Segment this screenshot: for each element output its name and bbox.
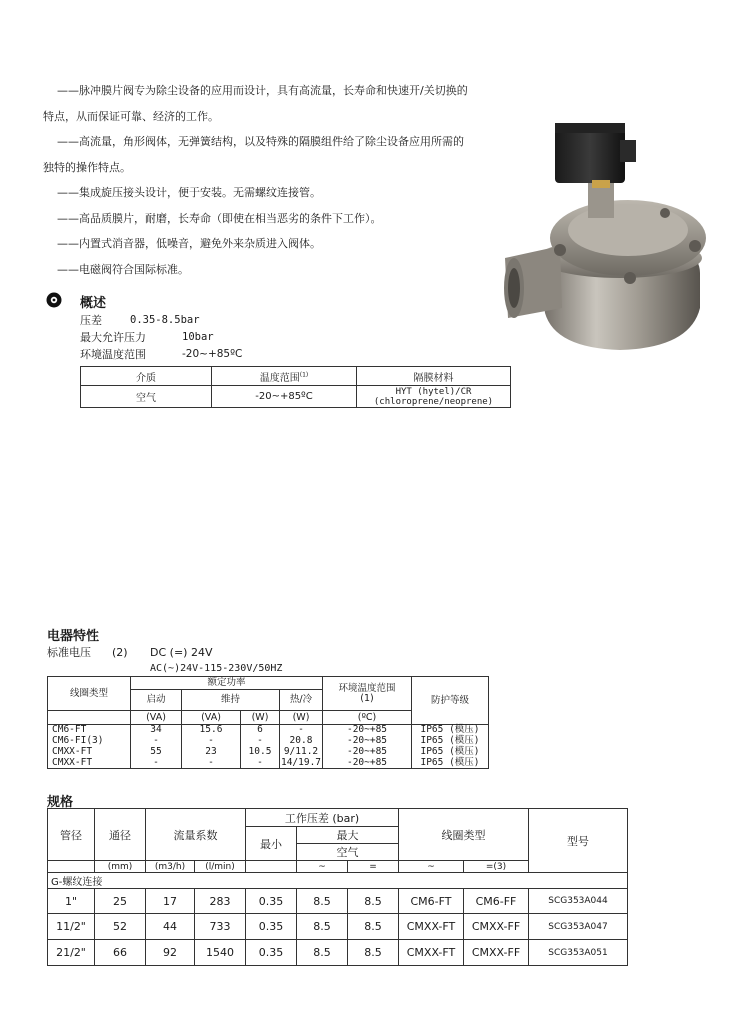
spec-value: 10bar [182,331,214,343]
header-cell: 启动 [131,690,182,711]
table-cell: - [280,725,323,736]
spec-value: 0.35-8.5bar [130,314,200,326]
table-cell: - [131,736,182,747]
table-row [48,747,489,758]
table-cell: 15.6 [182,725,241,736]
table-cell: 44 [146,914,195,940]
table-cell: CM6-FT [48,725,131,736]
table-cell: IP65 (模压) [412,725,489,736]
table-cell: CMXX-FF [464,940,529,966]
table-cell: 55 [131,747,182,758]
table-cell: IP65 (模压) [412,758,489,769]
table-cell: IP65 (模压) [412,736,489,747]
table-cell: CMXX-FT [399,940,464,966]
table-cell: 34 [131,725,182,736]
unit-cell: ~ [399,861,464,873]
table-cell: 0.35 [246,940,297,966]
spec-value: -20~+85ºC [182,348,243,360]
voltage-dc: DC (=) 24V [150,646,213,659]
header-cell: 管径 [48,809,95,861]
voltage-label: 标准电压 [47,646,91,659]
header-cell: 线圈类型 [48,677,131,711]
header-cell: 通径 [95,809,146,861]
table-cell: - [241,736,280,747]
unit-cell: (W) [241,711,280,725]
table-cell: - [241,758,280,769]
table-row [48,940,628,966]
unit-cell: (m3/h) [146,861,195,873]
table-cell: 空气 [81,386,212,408]
table-cell: -20~+85 [323,758,412,769]
pulse-valve-image [500,118,725,353]
table-cell: 0.35 [246,889,297,914]
voltage-ac: AC(~)24V-115-230V/50HZ [150,663,283,674]
header-cell: 介质 [81,367,212,386]
header-cell: 热/冷 [280,690,323,711]
table-cell: 9/11.2 [280,747,323,758]
header-cell: 额定功率 [131,677,323,690]
header-cell: 维持 [182,690,280,711]
table-cell: 733 [195,914,246,940]
medium-table [80,366,511,408]
header-cell: 工作压差 (bar) [246,809,399,827]
table-cell: 0.35 [246,914,297,940]
intro-line: 独特的操作特点。 [43,161,131,174]
table-cell: -20~+85 [323,736,412,747]
electrical-table [47,676,489,769]
intro-line: ——高品质膜片，耐磨，长寿命（即使在相当恶劣的条件下工作）。 [57,212,382,225]
header-cell: 线圈类型 [399,809,529,861]
unit-cell: =(3) [464,861,529,873]
header-cell: 型号 [529,809,628,873]
table-row [48,889,628,914]
spec-label: 最大允许压力 [80,331,146,344]
table-cell: 8.5 [348,914,399,940]
table-row [48,736,489,747]
table-cell: CM6-FT [399,889,464,914]
header-cell: 环境温度范围 (1) [323,677,412,711]
unit-cell: ~ [297,861,348,873]
table-cell: 8.5 [297,889,348,914]
intro-line: ——集成旋压接头设计，便于安装。无需螺纹连接管。 [57,186,321,199]
group-label: G-螺纹连接 [48,873,628,889]
gear-bullet-icon [46,292,62,308]
header-cell: 最小 [246,827,297,861]
header-cell: 温度范围$^{(1)}$ [212,367,357,386]
table-cell: 8.5 [297,940,348,966]
table-row [48,725,489,736]
table-cell: 8.5 [297,914,348,940]
table-cell: 283 [195,889,246,914]
unit-cell: (ºC) [323,711,412,725]
unit-cell: (W) [280,711,323,725]
table-cell: SCG353A047 [529,914,628,940]
table-cell: SCG353A051 [529,940,628,966]
table-cell: CMXX-FT [48,747,131,758]
table-cell: 6 [241,725,280,736]
table-cell: - [182,736,241,747]
specs-table [47,808,628,966]
table-cell: -20~+85 [323,725,412,736]
specs-title: 规格 [47,795,74,810]
intro-line: ——脉冲膜片阀专为除尘设备的应用而设计，具有高流量，长寿命和快速开/关切换的 [57,84,468,97]
table-cell: 66 [95,940,146,966]
table-cell: HYT (hytel)/CR (chloroprene/neoprene) [357,386,511,408]
table-cell: 8.5 [348,940,399,966]
table-cell: 17 [146,889,195,914]
table-cell: CMXX-FT [399,914,464,940]
table-cell: 21/2" [48,940,95,966]
spec-label: 压差 [80,314,102,327]
voltage-note: (2) [112,646,128,659]
table-cell: CMXX-FT [48,758,131,769]
unit-cell [48,711,131,725]
table-cell: 1540 [195,940,246,966]
table-cell: SCG353A044 [529,889,628,914]
header-cell: 隔膜材料 [357,367,511,386]
intro-line: ——内置式消音器，低噪音，避免外来杂质进入阀体。 [57,237,321,250]
unit-cell: (VA) [182,711,241,725]
intro-line: ——高流量，角形阀体，无弹簧结构，以及特殊的隔膜组件给了除尘设备应用所需的 [57,135,464,148]
table-cell: 92 [146,940,195,966]
table-cell: IP65 (模压) [412,747,489,758]
table-cell: 52 [95,914,146,940]
table-cell: -20~+85ºC [212,386,357,408]
header-cell: 空气 [297,844,399,861]
table-cell: 20.8 [280,736,323,747]
overview-title: 概述 [80,296,107,311]
spec-label: 环境温度范围 [80,348,146,361]
table-cell: 1" [48,889,95,914]
unit-cell: (l/min) [195,861,246,873]
intro-line: ——电磁阀符合国际标准。 [57,263,189,276]
table-cell: - [131,758,182,769]
table-cell: CM6-FF [464,889,529,914]
intro-line: 特点，从而保证可靠、经济的工作。 [43,110,219,123]
table-cell: 8.5 [348,889,399,914]
header-cell: 最大 [297,827,399,844]
table-cell: CM6-FI(3) [48,736,131,747]
table-cell: 11/2" [48,914,95,940]
table-cell: 25 [95,889,146,914]
table-row [48,758,489,769]
table-cell: -20~+85 [323,747,412,758]
table-row [48,914,628,940]
table-cell: - [182,758,241,769]
unit-cell: = [348,861,399,873]
unit-cell: (mm) [95,861,146,873]
header-cell: 流量系数 [146,809,246,861]
table-cell: 10.5 [241,747,280,758]
unit-cell [246,861,297,873]
table-cell: CMXX-FF [464,914,529,940]
table-cell: 14/19.7 [280,756,322,768]
table-cell: 23 [182,747,241,758]
header-cell: 防护等级 [412,677,489,725]
unit-cell [48,861,95,873]
unit-cell: (VA) [131,711,182,725]
electrical-title: 电器特性 [47,629,100,644]
